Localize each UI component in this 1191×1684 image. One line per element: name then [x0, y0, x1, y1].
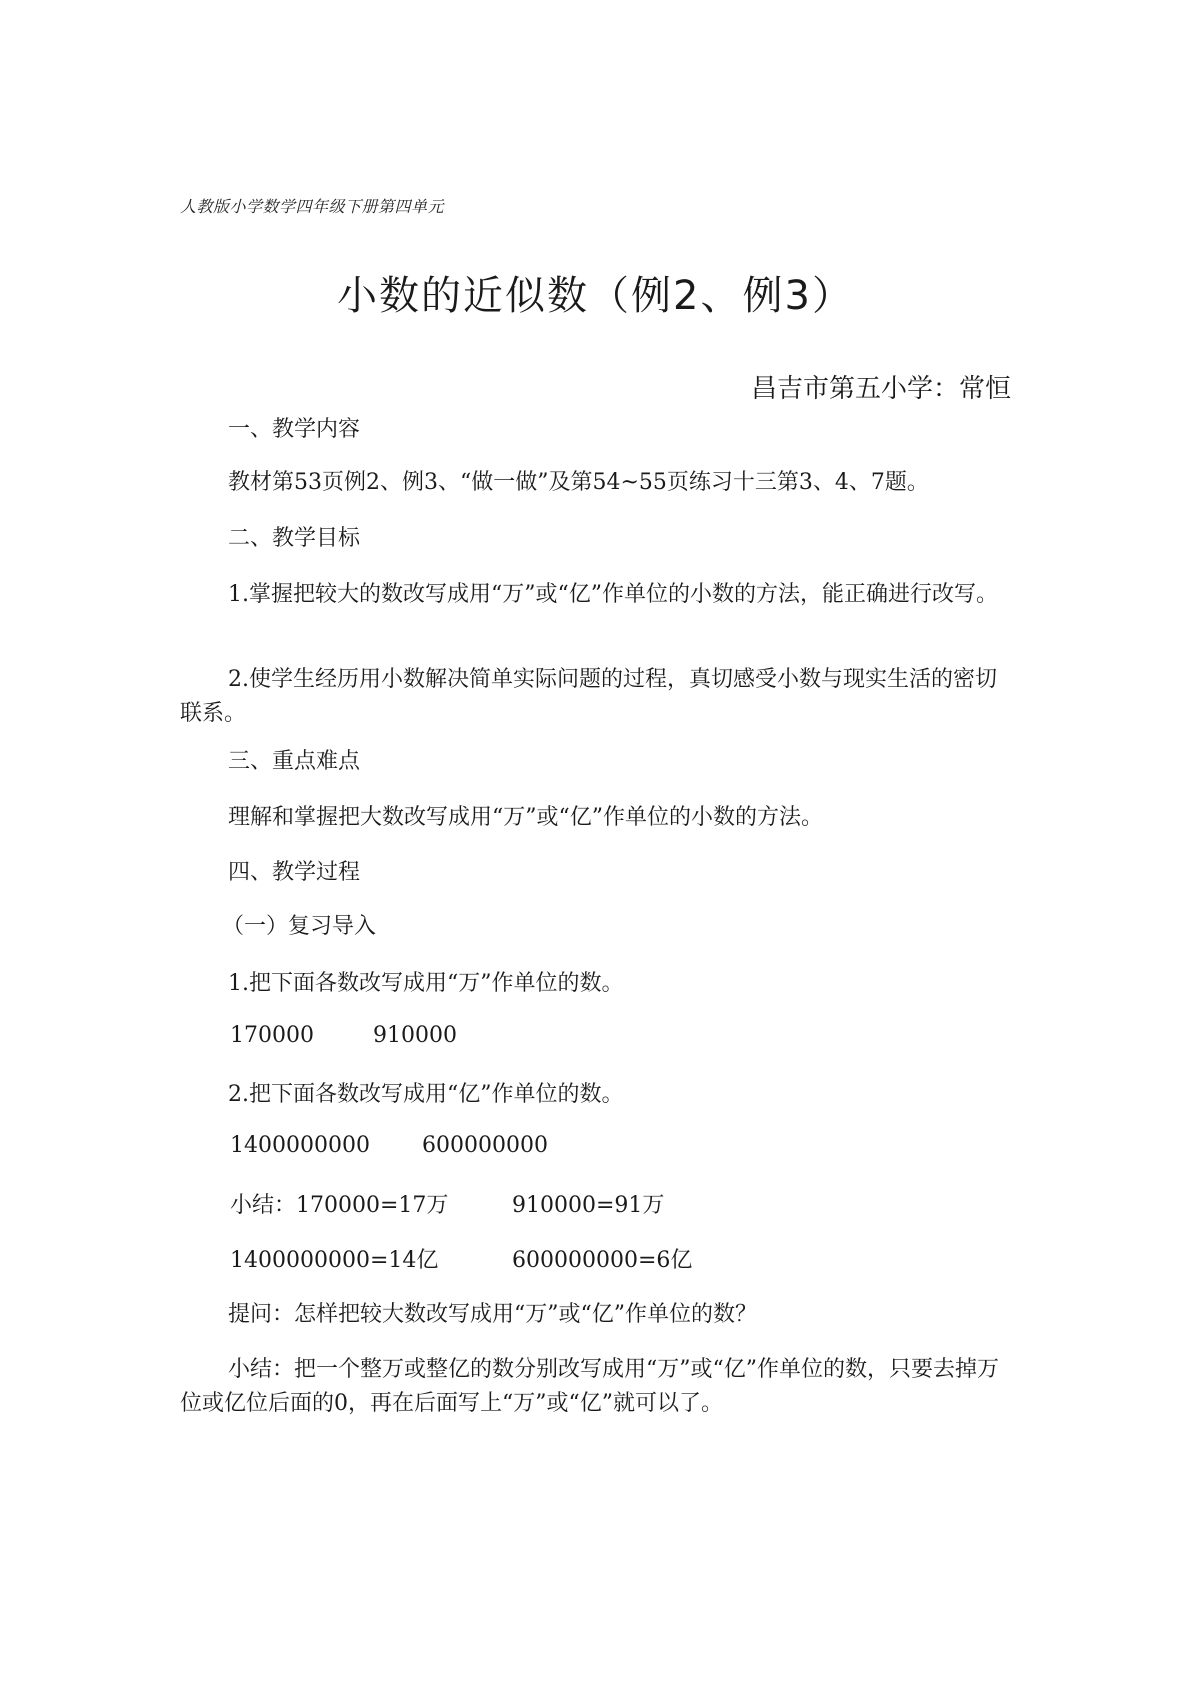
- teacher-question: 提问：怎样把较大数改写成用“万”或“亿”作单位的数？: [228, 1302, 757, 1327]
- subsection-heading: （一）复习导入: [222, 914, 377, 939]
- summary-3: 小结：把一个整万或整亿的数分别改写成用“万”或“亿”作单位的数，只要去掉万位或亿位后面的0，再在后面写上“万”或“亿”就可以了。: [180, 1357, 999, 1416]
- goal-1: 1.掌握把较大的数改写成用“万”或“亿”作单位的小数的方法，能正确进行改写。: [228, 582, 998, 607]
- goal-2: 2.使学生经历用小数解决简单实际问题的过程，真切感受小数与现实生活的密切联系。: [180, 667, 997, 726]
- question-2: 2.把下面各数改写成用“亿”作单位的数。: [228, 1082, 624, 1107]
- q1-number-1: 170000: [230, 1023, 314, 1048]
- section3-heading: 三、重点难点: [228, 749, 361, 774]
- q1-number-2: 910000: [373, 1023, 457, 1048]
- summary2-a: 1400000000=14亿: [230, 1248, 439, 1273]
- summary1-b: 910000=91万: [512, 1193, 665, 1218]
- section4-heading: 四、教学过程: [228, 860, 361, 885]
- q2-number-1: 1400000000: [230, 1133, 370, 1158]
- summary2-b: 600000000=6亿: [512, 1248, 693, 1273]
- author-line: 昌吉市第五小学：常恒: [750, 374, 1011, 404]
- q2-number-2: 600000000: [422, 1133, 548, 1158]
- section1-content: 教材第53页例2、例3、“做一做”及第54~55页练习十三第3、4、7题。: [228, 470, 929, 495]
- header-note: 人教版小学数学四年级下册第四单元: [180, 197, 445, 216]
- section1-heading: 一、教学内容: [228, 417, 361, 442]
- page-title: 小数的近似数（例2、例3）: [337, 273, 854, 319]
- section3-content: 理解和掌握把大数改写成用“万”或“亿”作单位的小数的方法。: [228, 805, 823, 830]
- question-1: 1.把下面各数改写成用“万”作单位的数。: [228, 971, 624, 996]
- section2-heading: 二、教学目标: [228, 526, 361, 551]
- summary1-a: 小结：170000=17万: [230, 1193, 449, 1218]
